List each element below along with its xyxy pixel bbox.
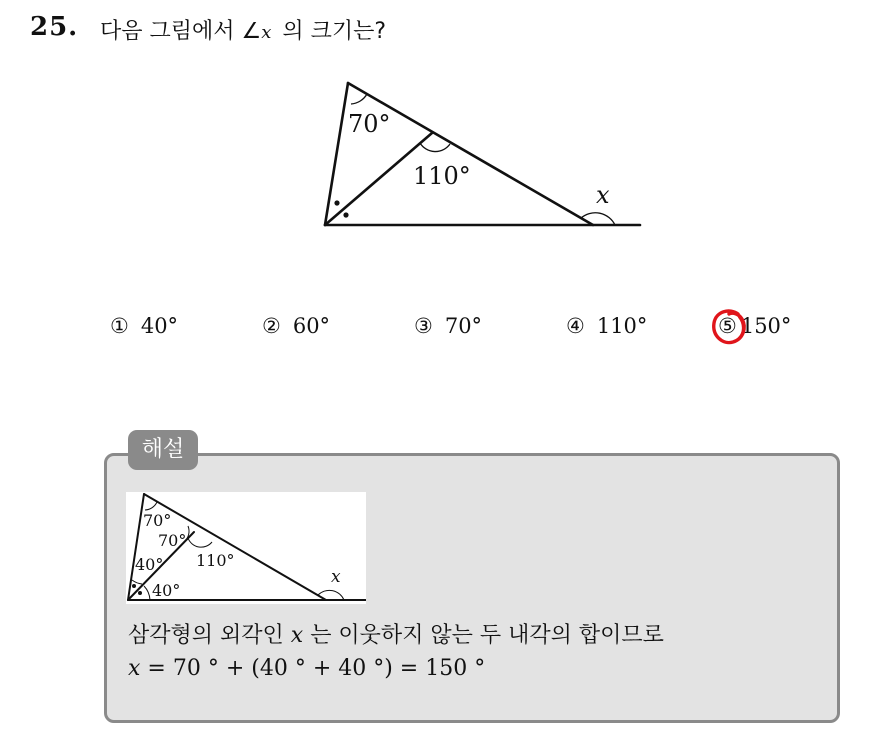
choice-1[interactable] [110, 314, 178, 338]
choice-4-value: 110° [596, 314, 648, 338]
choice-1-number: ① [110, 314, 129, 338]
choice-5[interactable] [718, 314, 791, 338]
solution-line-2-rest: = 70 ° + (40 ° + 40 °) = 150 ° [147, 656, 486, 681]
question-text-after: 의 크기는? [282, 19, 387, 44]
question-text [100, 14, 386, 45]
solution-line-2 [128, 656, 485, 681]
sol-label-top: 70° [143, 511, 172, 530]
solution-line-1-after: 는 이웃하지 않는 두 내각의 합이므로 [310, 623, 664, 648]
angle-mark-dot-upper [334, 200, 339, 205]
angle-arc-inner [420, 143, 450, 152]
sol-arc-inner [188, 538, 212, 547]
sol-label-inner: 110° [196, 551, 235, 570]
triangle-figure [300, 72, 660, 242]
question-variable: x [261, 22, 272, 43]
solution-line-1-before: 삼각형의 외각인 [128, 623, 284, 648]
choice-4-number: ④ [566, 314, 585, 338]
choice-3[interactable] [414, 314, 482, 338]
angle-mark-dot-lower [343, 212, 348, 217]
sol-label-x: x [331, 567, 341, 587]
choice-5-number-glyph: ⑤ [718, 314, 737, 338]
choice-2[interactable] [262, 314, 330, 338]
angle-arc-x [581, 213, 615, 225]
choice-2-number: ② [262, 314, 281, 338]
solution-line-1 [128, 618, 664, 649]
angle-symbol: ∠ [241, 19, 262, 44]
solution-figure [126, 492, 366, 604]
sol-arc-left-lower [144, 586, 150, 600]
sol-label-left-upper: 40° [135, 555, 164, 574]
choice-1-value: 40° [140, 314, 179, 338]
solution-tab: 해설 [128, 430, 198, 470]
choice-5-value: 150° [740, 314, 792, 338]
answer-choices [0, 314, 884, 350]
question-text-before: 다음 그림에서 [100, 19, 235, 44]
label-angle-top: 70° [348, 110, 391, 138]
sol-arc-left-upper [132, 580, 142, 584]
solution-line-1-var: x [290, 623, 304, 648]
choice-3-number: ③ [414, 314, 433, 338]
sol-label-left-lower: 40° [152, 581, 181, 600]
sol-dot-upper [132, 584, 136, 588]
sol-label-mid: 70° [158, 531, 187, 550]
choice-4[interactable] [566, 314, 647, 338]
label-angle-x: x [596, 181, 610, 209]
sol-dot-lower [138, 591, 142, 595]
label-angle-inner: 110° [413, 162, 471, 190]
question-number: 25. [30, 12, 79, 42]
angle-arc-top [351, 94, 367, 104]
choice-2-value: 60° [292, 314, 331, 338]
choice-3-value: 70° [444, 314, 483, 338]
sol-arc-top [145, 502, 157, 510]
triangle-top-side [348, 83, 593, 225]
solution-line-2-var: x [128, 656, 141, 681]
choice-5-number [718, 314, 737, 338]
